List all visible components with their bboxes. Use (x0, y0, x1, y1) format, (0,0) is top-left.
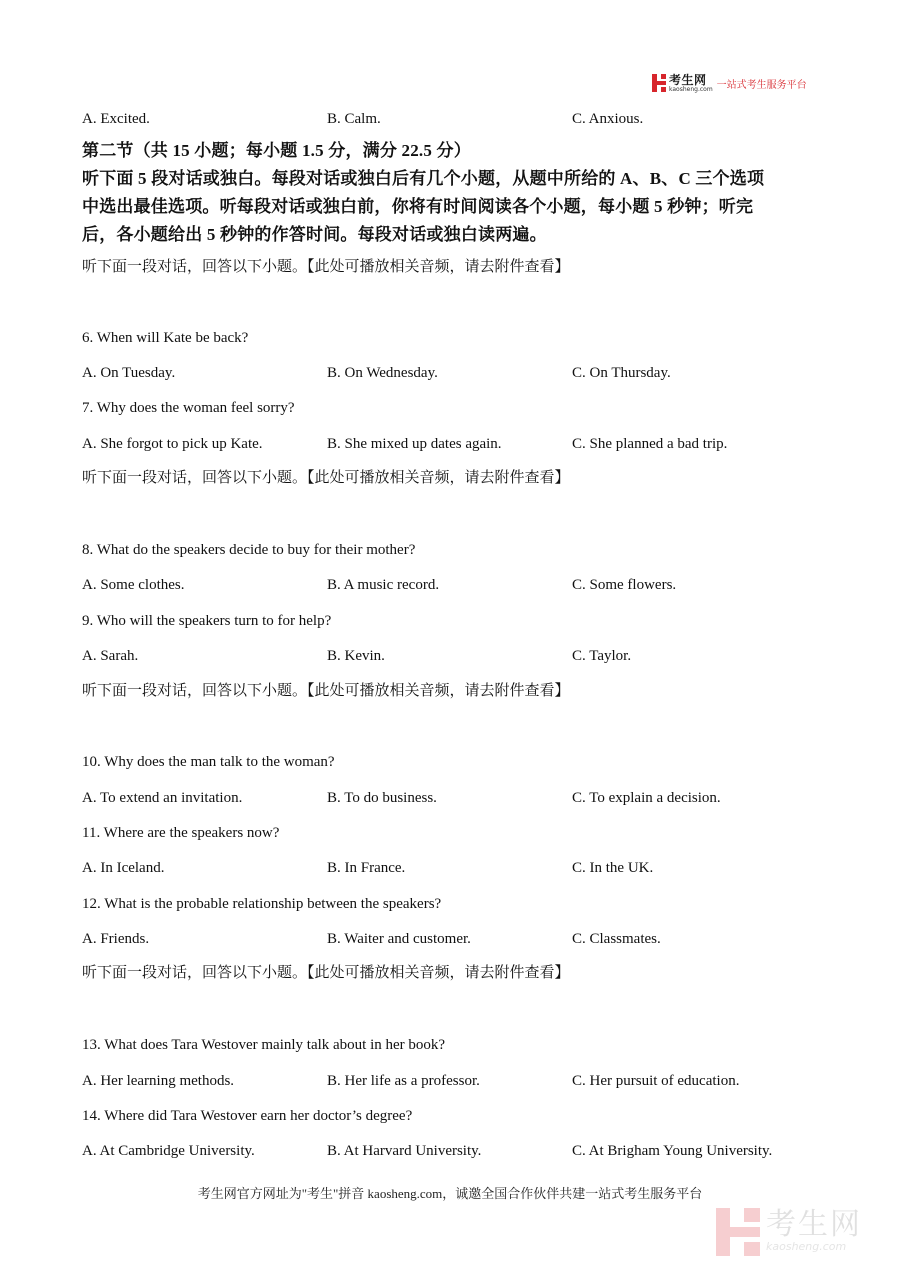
option-a: A. Her learning methods. (82, 1073, 235, 1089)
option-b: B. To do business. (327, 790, 437, 806)
option-a: A. To extend an invitation. (82, 790, 243, 806)
section-instruction-line: 后，各小题给出 5 秒钟的作答时间。每段对话或独白读两遍。 (82, 225, 547, 244)
logo-url: kaosheng.com (669, 85, 713, 93)
question-stem: 13. What does Tara Westover mainly talk about in her book? (82, 1037, 446, 1053)
option-c: C. At Brigham Young University. (572, 1143, 773, 1159)
q5-option-a: A. Excited. (82, 111, 150, 127)
question-stem: 11. Where are the speakers now? (82, 825, 280, 841)
section-instruction-line: 中选出最佳选项。听每段对话或独白前，你将有时间阅读各个小题，每小题 5 秒钟；听完 (82, 197, 754, 216)
option-c: C. In the UK. (572, 860, 654, 876)
q5-option-b: B. Calm. (327, 111, 381, 127)
option-c: C. She planned a bad trip. (572, 436, 728, 452)
option-c: C. On Thursday. (572, 365, 671, 381)
audio-note: 听下面一段对话，回答以下小题。【此处可播放相关音频，请去附件查看】 (82, 259, 570, 275)
option-a: A. Sarah. (82, 648, 139, 664)
question-stem: 10. Why does the man talk to the woman? (82, 754, 335, 770)
question-stem: 14. Where did Tara Westover earn her doctor’s degree? (82, 1108, 413, 1124)
audio-note: 听下面一段对话，回答以下小题。【此处可播放相关音频，请去附件查看】 (82, 965, 570, 981)
option-a: A. Some clothes. (82, 577, 185, 593)
watermark-url: kaosheng.com (766, 1240, 847, 1254)
section-instruction-line: 听下面 5 段对话或独白。每段对话或独白后有几个小题，从题中所给的 A、B、C 三个选项 (82, 169, 765, 188)
option-b: B. A music record. (327, 577, 440, 593)
option-b: B. She mixed up dates again. (327, 436, 502, 452)
option-b: B. Waiter and customer. (327, 931, 471, 947)
logo-name: 考生网 (669, 72, 707, 87)
option-a: A. In Iceland. (82, 860, 165, 876)
option-b: B. In France. (327, 860, 406, 876)
option-a: A. Friends. (82, 931, 150, 947)
watermark-logo-icon (716, 1208, 760, 1256)
question-stem: 8. What do the speakers decide to buy for their mother? (82, 542, 416, 558)
question-stem: 9. Who will the speakers turn to for help? (82, 613, 332, 629)
option-a: A. She forgot to pick up Kate. (82, 436, 263, 452)
section-title: 第二节（共 15 小题；每小题 1.5 分，满分 22.5 分） (82, 141, 471, 160)
option-a: A. At Cambridge University. (82, 1143, 255, 1159)
option-c: C. Some flowers. (572, 577, 677, 593)
watermark-name: 考生网 (766, 1207, 862, 1243)
logo-icon (652, 74, 666, 92)
audio-note: 听下面一段对话，回答以下小题。【此处可播放相关音频，请去附件查看】 (82, 683, 570, 699)
question-stem: 12. What is the probable relationship between the speakers? (82, 896, 442, 912)
question-stem: 6. When will Kate be back? (82, 330, 249, 346)
watermark (716, 1206, 886, 1258)
logo-slogan: 一站式考生服务平台 (716, 79, 807, 91)
option-a: A. On Tuesday. (82, 365, 176, 381)
option-c: C. To explain a decision. (572, 790, 721, 806)
option-c: C. Her pursuit of education. (572, 1073, 740, 1089)
option-b: B. On Wednesday. (327, 365, 438, 381)
site-logo (652, 72, 807, 94)
option-b: B. Kevin. (327, 648, 385, 664)
option-c: C. Taylor. (572, 648, 632, 664)
question-stem: 7. Why does the woman feel sorry? (82, 400, 295, 416)
option-c: C. Classmates. (572, 931, 661, 947)
option-b: B. Her life as a professor. (327, 1073, 480, 1089)
q5-option-c: C. Anxious. (572, 111, 644, 127)
page-footer: 考生网官方网址为"考生"拼音 kaosheng.com，诚邀全国合作伙伴共建一站式考生服务平台 (197, 1186, 703, 1201)
option-b: B. At Harvard University. (327, 1143, 482, 1159)
audio-note: 听下面一段对话，回答以下小题。【此处可播放相关音频，请去附件查看】 (82, 470, 570, 486)
